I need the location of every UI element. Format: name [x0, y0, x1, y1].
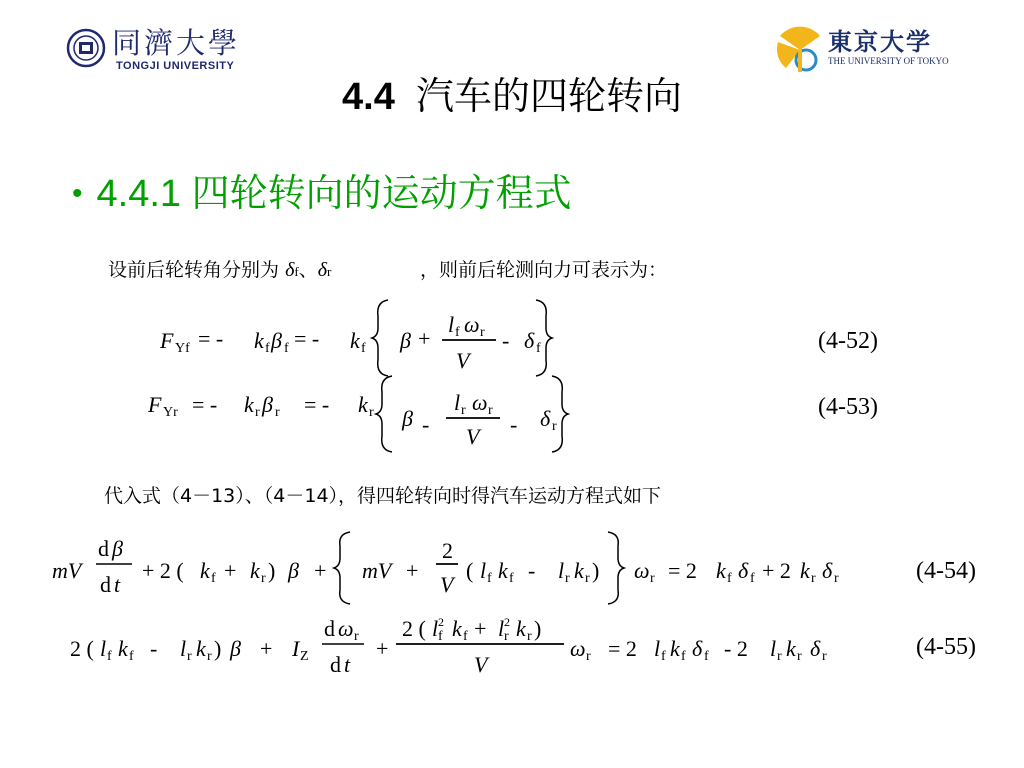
svg-text:r: r [650, 571, 655, 586]
svg-text:f: f [455, 325, 460, 340]
delta-f-subscript: f [294, 264, 299, 279]
svg-text:= -: = - [198, 326, 224, 351]
delta-f-symbol: δ [285, 259, 295, 281]
svg-text:r: r [777, 649, 782, 664]
svg-text:= 2: = 2 [668, 558, 697, 583]
svg-text:= -: = - [304, 392, 330, 417]
svg-text:d: d [98, 536, 109, 561]
svg-text:r: r [834, 571, 839, 586]
svg-text:V: V [466, 424, 480, 449]
svg-text:f: f [704, 649, 709, 664]
svg-text:k: k [574, 558, 584, 583]
svg-text:= -: = - [192, 392, 218, 417]
svg-text:(: ( [466, 558, 474, 583]
svg-text:I: I [292, 636, 300, 661]
svg-text:r: r [504, 629, 509, 644]
svg-text:Yf: Yf [175, 341, 190, 356]
svg-text:t: t [114, 572, 121, 597]
svg-text:r: r [207, 649, 212, 664]
svg-text:f: f [107, 649, 112, 664]
svg-text:+: + [314, 558, 327, 583]
equation-number-4-54: (4-54) [916, 558, 976, 584]
svg-text:+: + [260, 636, 273, 661]
svg-text:-: - [150, 636, 158, 661]
svg-text:β: β [271, 328, 282, 353]
svg-text:ω: ω [472, 390, 488, 415]
svg-text:f: f [463, 629, 468, 644]
svg-text:d: d [100, 572, 111, 597]
intro-prefix: 设前后轮转角分别为 [108, 259, 280, 281]
svg-text:ω: ω [464, 312, 480, 337]
svg-text:r: r [461, 403, 466, 418]
svg-text:-: - [502, 328, 510, 353]
svg-text:f: f [509, 571, 514, 586]
svg-text:r: r [255, 405, 260, 420]
svg-text:k: k [716, 558, 726, 583]
svg-text:Yr: Yr [163, 405, 178, 420]
equation-4-55 [70, 612, 870, 698]
svg-text:+: + [474, 616, 487, 641]
svg-text:): ) [268, 558, 276, 583]
delta-r-symbol: δ [317, 259, 328, 281]
title-text: 汽车的四轮转向 [415, 76, 682, 118]
equation-number-4-53: (4-53) [818, 394, 878, 420]
svg-text:Z: Z [300, 649, 309, 664]
svg-text:r: r [369, 405, 374, 420]
svg-text:+ 2 (: + 2 ( [142, 558, 184, 583]
svg-text:f: f [661, 649, 666, 664]
svg-text:f: f [750, 571, 755, 586]
svg-text:mV: mV [52, 558, 82, 583]
svg-text:k: k [250, 558, 260, 583]
svg-text:+ 2: + 2 [762, 558, 791, 583]
svg-text:2: 2 [504, 615, 510, 629]
svg-text:F: F [160, 328, 174, 353]
svg-text:f: f [487, 571, 492, 586]
svg-text:k: k [254, 328, 264, 353]
svg-text:l: l [498, 616, 505, 641]
svg-text:r: r [552, 419, 557, 434]
svg-text:k: k [498, 558, 508, 583]
svg-text:k: k [350, 328, 360, 353]
equation-number-4-52: (4-52) [818, 328, 878, 354]
svg-text:r: r [822, 649, 827, 664]
svg-text:l: l [448, 312, 455, 337]
svg-text:l: l [180, 636, 187, 661]
svg-text:f: f [265, 341, 270, 356]
svg-text:-: - [422, 412, 430, 437]
svg-text:k: k [200, 558, 210, 583]
svg-text:2: 2 [442, 538, 453, 563]
svg-text:+: + [376, 636, 389, 661]
svg-text:F: F [148, 392, 162, 417]
svg-text:ω: ω [338, 616, 354, 641]
section-heading-text: 4.4.1 四轮转向的运动方程式 [96, 173, 572, 215]
svg-text:+: + [418, 326, 431, 351]
svg-text:l: l [480, 558, 487, 583]
svg-text:2 (: 2 ( [70, 636, 94, 661]
svg-text:l: l [100, 636, 107, 661]
svg-text:+: + [406, 558, 419, 583]
svg-text:2: 2 [438, 615, 444, 629]
svg-text:β: β [402, 406, 413, 431]
equation-number-4-55: (4-55) [916, 634, 976, 660]
svg-text:-: - [528, 558, 536, 583]
delta-r-subscript: r [327, 264, 332, 279]
tokyo-name-en: THE UNIVERSITY OF TOKYO [828, 56, 949, 66]
svg-text:k: k [244, 392, 254, 417]
svg-text:δ: δ [524, 328, 535, 353]
intro-suffix: ，则前后轮测向力可表示为： [420, 259, 668, 281]
svg-text:): ) [592, 558, 600, 583]
substitution-text: 代入式（4－13）、（4－14），得四轮转向时得汽车运动方程式如下 [104, 485, 662, 507]
svg-text:f: f [727, 571, 732, 586]
svg-text:r: r [585, 571, 590, 586]
slide-title [0, 72, 1024, 122]
svg-text:= -: = - [294, 326, 320, 351]
svg-text:k: k [800, 558, 810, 583]
svg-text:β: β [112, 536, 123, 561]
svg-text:k: k [452, 616, 462, 641]
svg-text:f: f [438, 629, 443, 644]
svg-text:l: l [432, 616, 439, 641]
svg-text:r: r [811, 571, 816, 586]
tongji-seal-icon [66, 28, 106, 68]
equation-4-53 [140, 374, 900, 460]
svg-text:ω: ω [570, 636, 586, 661]
svg-text:- 2: - 2 [724, 636, 748, 661]
svg-text:k: k [196, 636, 206, 661]
svg-text:d: d [324, 616, 335, 641]
tongji-name-en: TONGJI UNIVERSITY [116, 60, 235, 72]
svg-text:f: f [129, 649, 134, 664]
svg-text:l: l [454, 390, 461, 415]
ginkgo-leaf-icon [776, 26, 824, 74]
svg-text:2 (: 2 ( [402, 616, 426, 641]
svg-text:l: l [770, 636, 777, 661]
svg-text:δ: δ [738, 558, 749, 583]
svg-text:f: f [536, 341, 541, 356]
svg-text:ω: ω [634, 558, 650, 583]
equation-4-54 [52, 528, 872, 612]
svg-text:r: r [565, 571, 570, 586]
svg-text:f: f [681, 649, 686, 664]
svg-text:β: β [288, 558, 299, 583]
svg-text:r: r [488, 403, 493, 418]
svg-text:β: β [400, 328, 411, 353]
svg-text:δ: δ [822, 558, 833, 583]
tongji-name-cn: 同濟大學 [112, 26, 241, 60]
svg-text:k: k [118, 636, 128, 661]
svg-text:δ: δ [540, 406, 551, 431]
bullet-icon: • [72, 177, 83, 210]
svg-text:-: - [510, 412, 518, 437]
intro-text [108, 258, 331, 284]
equation-4-52 [150, 296, 910, 380]
tokyo-name-cn: 東京大学 [828, 27, 932, 56]
svg-text:r: r [261, 571, 266, 586]
university-of-tokyo-logo [776, 24, 956, 76]
svg-text:f: f [284, 341, 289, 356]
svg-text:r: r [275, 405, 280, 420]
svg-text:k: k [516, 616, 526, 641]
svg-text:β: β [262, 392, 273, 417]
svg-text:+: + [224, 558, 237, 583]
svg-text:f: f [361, 341, 366, 356]
svg-text:k: k [358, 392, 368, 417]
svg-text:r: r [797, 649, 802, 664]
svg-text:r: r [527, 629, 532, 644]
svg-text:V: V [440, 572, 454, 597]
svg-text:l: l [558, 558, 565, 583]
svg-text:): ) [534, 616, 542, 641]
svg-text:l: l [654, 636, 661, 661]
svg-text:r: r [480, 325, 485, 340]
svg-text:β: β [230, 636, 241, 661]
svg-text:δ: δ [692, 636, 703, 661]
svg-text:r: r [586, 649, 591, 664]
title-number: 4.4 [342, 76, 395, 118]
svg-text:f: f [211, 571, 216, 586]
intro-separator: 、 [298, 259, 318, 281]
svg-text:V: V [456, 348, 470, 373]
svg-text:k: k [670, 636, 680, 661]
svg-text:δ: δ [810, 636, 821, 661]
svg-text:r: r [354, 629, 359, 644]
tongji-university-logo [66, 26, 256, 74]
svg-text:): ) [214, 636, 222, 661]
svg-text:t: t [344, 652, 351, 677]
section-heading [72, 168, 572, 220]
svg-text:r: r [187, 649, 192, 664]
svg-text:k: k [786, 636, 796, 661]
svg-text:mV: mV [362, 558, 392, 583]
svg-text:= 2: = 2 [608, 636, 637, 661]
svg-text:V: V [474, 652, 488, 677]
svg-text:d: d [330, 652, 341, 677]
